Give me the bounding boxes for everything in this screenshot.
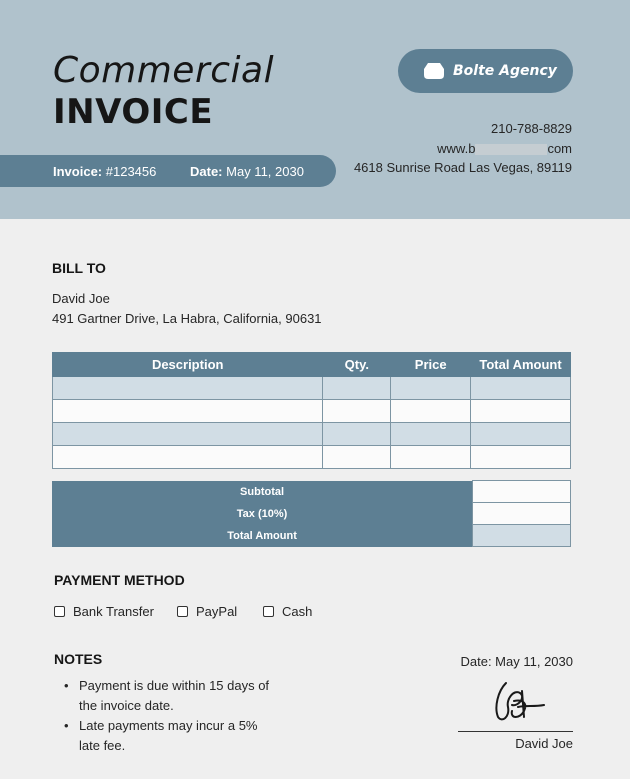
payment-option-label: Bank Transfer (73, 604, 154, 619)
cell-qty[interactable] (323, 377, 391, 400)
subtotal-value[interactable] (473, 481, 571, 503)
title-invoice: INVOICE (53, 92, 214, 132)
header-band (0, 0, 630, 219)
bill-to-heading: BILL TO (52, 260, 106, 276)
tax-row (52, 503, 571, 525)
bill-to-name: David Joe (52, 291, 110, 306)
cell-description[interactable] (53, 400, 323, 423)
note-item: • Payment is due within 15 days of the invoice date. (64, 676, 274, 716)
invoice-number-label: Invoice: (53, 164, 103, 179)
title-commercial: Commercial (53, 50, 275, 91)
agency-logo-icon (423, 62, 445, 80)
cell-total[interactable] (471, 400, 571, 423)
signature-name: David Joe (515, 736, 573, 751)
tax-value[interactable] (473, 503, 571, 525)
contact-phone: 210-788-8829 (491, 121, 572, 136)
contact-address: 4618 Sunrise Road Las Vegas, 89119 (353, 160, 572, 175)
bill-to-address: 491 Gartner Drive, La Habra, California, 90631 (52, 311, 322, 326)
invoice-date (190, 164, 304, 179)
column-header-price: Price (391, 353, 471, 377)
payment-option-bank-transfer[interactable] (54, 604, 154, 619)
invoice-info-bar (0, 155, 336, 187)
redacted-block (475, 144, 547, 155)
totals-table (52, 480, 571, 547)
cell-total[interactable] (471, 377, 571, 400)
contact-website (437, 141, 572, 156)
payment-option-paypal[interactable] (177, 604, 237, 619)
total-amount-label: Total Amount (52, 525, 473, 547)
cell-qty[interactable] (323, 446, 391, 469)
notes-heading: NOTES (54, 651, 103, 667)
subtotal-row (52, 481, 571, 503)
cell-price[interactable] (391, 423, 471, 446)
checkbox[interactable] (177, 606, 188, 617)
column-header-description: Description (53, 353, 323, 377)
items-table (52, 352, 571, 469)
payment-option-cash[interactable] (263, 604, 312, 619)
cell-price[interactable] (391, 377, 471, 400)
payment-option-label: PayPal (196, 604, 238, 619)
invoice-number (53, 164, 156, 179)
signature-scribble (488, 677, 550, 727)
notes-list (64, 676, 274, 756)
table-row (53, 377, 571, 400)
cell-description[interactable] (53, 423, 323, 446)
payment-option-label: Cash (282, 604, 313, 619)
cell-total[interactable] (471, 446, 571, 469)
cell-qty[interactable] (323, 423, 391, 446)
cell-price[interactable] (391, 400, 471, 423)
cell-total[interactable] (471, 423, 571, 446)
invoice-number-value: #123456 (105, 164, 157, 179)
column-header-total-amount: Total Amount (471, 353, 571, 377)
table-row (53, 400, 571, 423)
note-item: • Late payments may incur a 5% late fee. (64, 716, 274, 756)
cell-description[interactable] (53, 446, 323, 469)
agency-name: Bolte Agency (453, 63, 557, 79)
total-amount-row (52, 525, 571, 547)
tax-label: Tax (10%) (52, 503, 473, 525)
subtotal-label: Subtotal (52, 481, 473, 503)
cell-qty[interactable] (323, 400, 391, 423)
table-row (53, 423, 571, 446)
signature-line (458, 731, 573, 732)
website-suffix: com (547, 141, 572, 156)
cell-price[interactable] (391, 446, 471, 469)
table-row (53, 446, 571, 469)
payment-method-heading: PAYMENT METHOD (54, 572, 185, 588)
items-table-header (53, 353, 571, 377)
checkbox[interactable] (54, 606, 65, 617)
agency-logo-badge (398, 49, 573, 93)
invoice-date-label: Date: (190, 164, 223, 179)
cell-description[interactable] (53, 377, 323, 400)
website-prefix: www.b (437, 141, 476, 156)
column-header-qty: Qty. (323, 353, 391, 377)
checkbox[interactable] (263, 606, 274, 617)
total-amount-value[interactable] (473, 525, 571, 547)
signature-date: Date: May 11, 2030 (460, 654, 573, 669)
invoice-date-value: May 11, 2030 (226, 164, 304, 179)
